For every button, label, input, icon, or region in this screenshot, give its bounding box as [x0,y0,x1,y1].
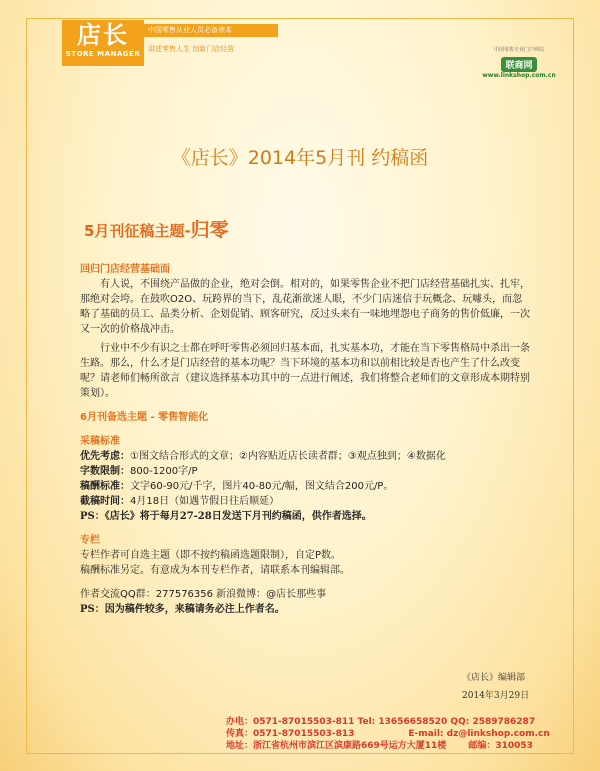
content-body [80,262,530,617]
footer-contact [226,716,566,752]
footer-address: 地址：浙江省杭州市滨江区滨康路669号运方大厦11楼 [226,741,447,751]
partner-caption: 中国零售专业门户网站 [493,47,544,53]
header-tagline: 中国零售从业人员必备读本 [144,24,278,37]
footer-row-2 [226,728,566,740]
standard-row [80,464,530,479]
contact-line: 作者交流QQ群：277576356 新浪微博：@店长那些事 [80,589,327,600]
signoff-date: 2014年3月29日 [462,691,530,701]
standard-value: 800-1200字/P [130,466,198,477]
section-title [84,215,229,242]
logo-sub-text: STORE MANAGER [65,50,141,58]
footer-email: E-mail: dz@linkshop.com.cn [408,729,550,739]
standard-value: ①图文结合形式的文章；②内容贴近店长读者群；③观点独到；④数据化 [130,451,446,462]
page-title: 《店长》2014年5月刊 约稿函 [171,147,429,169]
signoff-name: 《店长》编辑部 [462,673,526,683]
standard-value: 文字60-90元/千字，图片40-80元/幅，图文结合200元/P。 [130,481,394,492]
footer-postcode: 邮编：310053 [468,741,533,751]
column-heading: 专栏 [80,535,100,546]
contact-ps: PS：因为稿件较多，来稿请务必注上作者名。 [80,604,285,615]
standard-label: 稿酬标准： [80,481,130,492]
store-manager-logo [62,20,144,66]
paragraph-2: 行业中不少有识之士都在呼吁零售必须回归基本面，扎实基本功，才能在当下零售格局中杀出一条生路。那么，什么才是门店经营的基本功呢？当下环境的基本功和以前相比较是否也产生了什么改变呢？请老师们畅所欲言（建议选择基本功其中的一点进行阐述，我们将整合老师们的文章形成本期特别策划）。 [80,343,530,399]
signoff [462,669,529,705]
standard-value: 4月18日（如遇节假日往后顺延） [130,496,280,507]
section-title-accent: 归零 [190,219,229,241]
partner-logo-badge: 联商网 [501,57,536,72]
header-slogan: 讲述零售人生 创新门店经营 [148,45,235,53]
section-title-prefix: 5月刊征稿主题- [84,222,191,240]
footer-office: 办电：0571-87015503-811 Tel: 13656658520 QQ: 2589786287 [226,717,536,727]
linkshop-logo [482,46,556,79]
subhead-basics: 回归门店经营基础面 [80,264,170,275]
standard-row [80,449,530,464]
subhead-june-topic: 6月刊备选主题 - 零售智能化 [80,412,209,423]
footer-row-3 [226,740,566,752]
paragraph-1: 有人说，不围绕产品做的企业，绝对会倒。相对的，如果零售企业不把门店经营基础扎实、扎牢，那绝对会垮。在鼓吹O2O、玩跨界的当下，乱花渐欲迷人眼，不少门店迷信于玩概念、玩噱头，而忽略了基础的员工、品类分析、企划促销、顾客研究，反过头来有一味地埋怨电子商务的售价低廉，一次又一次的价格战冲击。 [80,279,530,335]
column-line-2: 稿酬标准另定。有意成为本刊专栏作者，请联系本刊编辑部。 [80,565,350,576]
column-line-1: 专栏作者可自选主题（即不按约稿函选题限制），自定P数。 [80,550,342,561]
standard-ps: PS：《店长》将于每月27-28日发送下月刊约稿函，供作者选择。 [80,511,372,522]
standard-row [80,479,530,494]
standard-label: 截稿时间： [80,496,130,507]
standard-heading: 采稿标准 [80,436,120,447]
standard-row [80,494,530,509]
footer-fax: 传真：0571-87015503-813 [226,729,355,739]
partner-url: www.linkshop.com.cn [482,72,556,79]
standard-label: 优先考虑： [80,451,130,462]
logo-main-text: 店长 [77,21,129,49]
standard-label: 字数限制： [80,466,130,477]
